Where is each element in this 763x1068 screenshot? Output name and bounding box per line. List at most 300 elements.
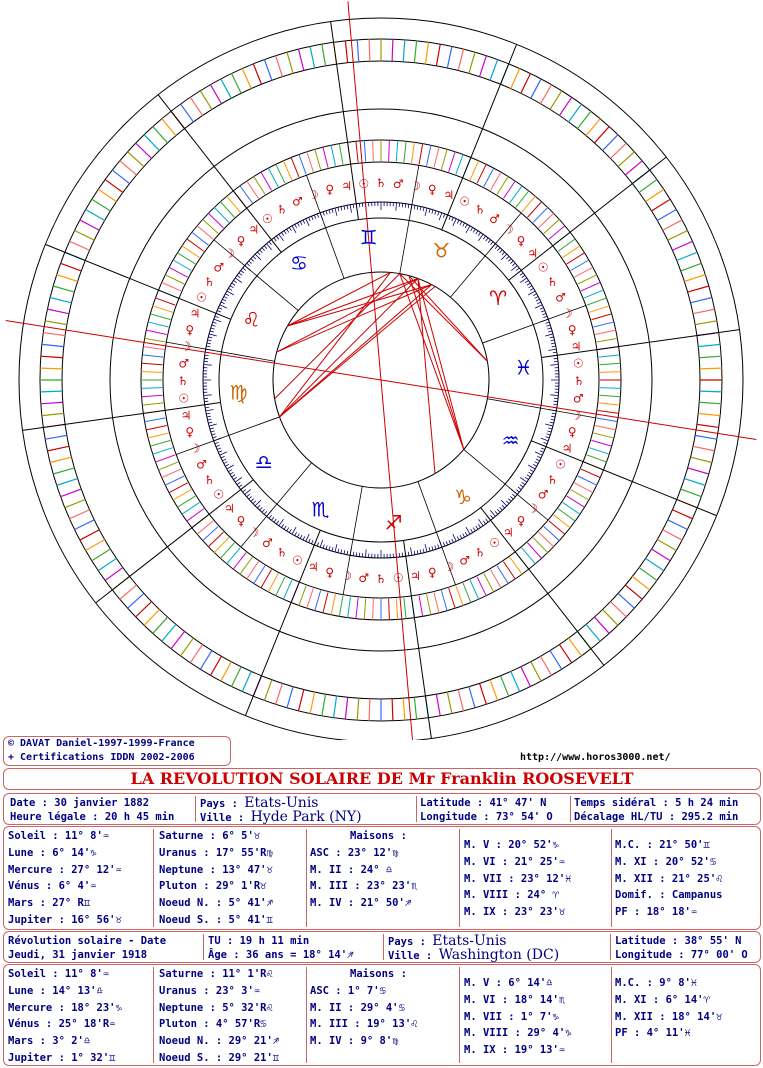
inner-degree-bar [146, 426, 167, 430]
zodiac-tick [279, 519, 284, 526]
natal-houses-a [310, 845, 417, 912]
zodiac-tick [253, 256, 256, 259]
zodiac-sign-icon: ♒ [501, 428, 520, 453]
zodiac-tick [224, 462, 228, 464]
zodiac-tick [262, 248, 265, 251]
position-entry: Vénus : 6° 4'♒ [8, 880, 97, 893]
planet-glyph-icon: ♀ [516, 233, 526, 248]
zodiac-tick [207, 416, 211, 417]
natal-latitude: Latitude : 41° 47' N [420, 797, 547, 809]
zodiac-tick [213, 437, 217, 438]
planet-glyph-icon: ♃ [570, 339, 582, 354]
planet-glyph-icon: ♄ [276, 545, 288, 560]
inner-degree-bar [268, 168, 278, 187]
inner-degree-bar [348, 597, 351, 618]
degree-bar [357, 698, 359, 720]
zodiac-tick [260, 507, 263, 510]
inner-degree-bar [208, 213, 223, 228]
aspect-lines [275, 272, 488, 473]
degree-bar [559, 97, 571, 115]
position-entry: Neptune : 5° 32'R♌ [159, 1001, 273, 1014]
degree-bar [698, 413, 720, 415]
revolution-houses-title: Maisons : [350, 968, 407, 980]
zodiac-tick [239, 485, 242, 487]
position-entry: M. V : 6° 14'♎ [464, 977, 553, 989]
zodiac-tick [541, 448, 545, 450]
zodiac-tick [457, 220, 459, 224]
copyright-text: © DAVAT Daniel-1997-1999-France [8, 738, 195, 749]
natal-houses-c [615, 837, 722, 921]
site-url-link[interactable]: http://www.horos3000.net/ [520, 752, 671, 763]
natal-longitude: Longitude : 73° 54' O [420, 810, 553, 823]
zodiac-tick [217, 448, 221, 450]
zodiac-tick [548, 331, 552, 332]
degree-bar [242, 671, 251, 691]
degree-bar [691, 298, 712, 303]
zodiac-sign-icon: ♈ [489, 285, 508, 310]
zodiac-tick [429, 209, 430, 213]
position-entry: M. VII : 1° 7'♑ [464, 1010, 559, 1023]
inner-degree-bar [599, 403, 620, 405]
degree-bar [53, 286, 74, 292]
degree-bar [43, 333, 65, 336]
degree-bar [657, 540, 676, 551]
zodiac-tick [438, 212, 439, 216]
zodiac-tick [326, 211, 327, 215]
zodiac-tick [257, 252, 260, 255]
natal-planets-a [8, 828, 122, 929]
planet-glyph-icon: ♀ [427, 182, 437, 197]
position-entry: M. XI : 20° 52'♋ [615, 855, 717, 868]
zodiac-tick [551, 340, 555, 341]
natal-houses-b [464, 837, 571, 921]
revolution-latitude: Latitude : 38° 55' N [615, 935, 742, 947]
degree-bar [181, 104, 194, 122]
planet-glyph-icon: ♂ [213, 260, 225, 275]
inner-degree-bar [162, 469, 181, 478]
zodiac-tick [423, 207, 424, 211]
planet-glyph-icon: ☉ [358, 176, 370, 191]
inner-degree-bar [283, 161, 292, 180]
zodiac-tick [453, 534, 456, 541]
zodiac-sign-icon: ♋ [290, 250, 308, 275]
inner-degree-bar [396, 141, 397, 162]
aspect-line [418, 279, 464, 450]
zodiac-tick [205, 407, 209, 408]
planet-glyph-icon: ☉ [459, 194, 471, 209]
inner-degree-bar [142, 403, 163, 405]
zodiac-tick [417, 550, 418, 554]
inner-degree-bar [567, 496, 585, 507]
inner-degree-bar [600, 388, 621, 389]
degree-bar [153, 617, 168, 633]
degree-bar [688, 286, 709, 292]
degree-bar [53, 468, 74, 474]
zodiac-tick [479, 234, 484, 241]
position-entry: M.C. : 21° 50'♊ [615, 839, 710, 851]
zodiac-tick [215, 316, 219, 317]
inner-degree-bar [261, 570, 272, 588]
degree-bar [369, 39, 370, 61]
inner-degree-bar [533, 538, 548, 553]
inner-degree-bar [533, 207, 548, 222]
inner-degree-bar [592, 440, 612, 446]
zodiac-tick [425, 544, 427, 552]
zodiac-tick [335, 544, 337, 552]
inner-degree-bar [404, 141, 406, 162]
degree-bar [276, 56, 283, 77]
zodiac-tick [344, 206, 345, 210]
degree-bar [699, 402, 721, 404]
inner-degree-bar [254, 176, 265, 194]
inner-degree-bar [598, 410, 619, 413]
inner-degree-bar [497, 176, 508, 194]
house-cusp [481, 508, 604, 666]
inner-degree-bar [203, 527, 219, 541]
zodiac-tick [546, 325, 550, 326]
zodiac-tick [420, 207, 421, 211]
inner-degree-bar [463, 583, 471, 602]
degree-bar [69, 241, 89, 250]
inner-degree-bar [491, 172, 502, 190]
zodiac-tick [552, 346, 556, 347]
zodiac-tick [497, 509, 500, 512]
degree-bar [677, 252, 697, 260]
zodiac-tick [488, 240, 490, 243]
inner-degree-bar [153, 448, 173, 454]
degree-bar [190, 97, 202, 115]
zodiac-tick [473, 229, 475, 232]
inner-degree-bar [197, 226, 213, 239]
zodiac-tick [510, 261, 513, 264]
degree-bar [695, 321, 717, 325]
zodiac-tick [438, 545, 439, 549]
position-entry: Lune : 6° 14'♑ [8, 846, 97, 859]
inner-degree-bar [599, 355, 620, 357]
house-cusp [509, 157, 667, 280]
degree-bar [98, 189, 116, 201]
inner-degree-bar [571, 260, 589, 271]
zodiac-tick [478, 232, 480, 235]
inner-degree-bar [389, 599, 390, 620]
inner-degree-bar [220, 202, 234, 218]
degree-bar [69, 510, 89, 519]
inner-degree-bar [276, 164, 285, 183]
degree-bar [684, 275, 705, 282]
zodiac-tick [457, 536, 459, 540]
zodiac-tick [500, 507, 503, 510]
inner-degree-bar [162, 282, 181, 291]
degree-bar [550, 651, 562, 670]
zodiac-tick [446, 541, 447, 545]
degree-bar [603, 135, 618, 151]
position-entry: M. V : 20° 52'♑ [464, 839, 559, 851]
inner-degree-bar [587, 455, 607, 462]
planet-glyph-icon: ☽ [443, 560, 455, 575]
zodiac-tick [217, 310, 221, 312]
planet-glyph-icon: ♀ [185, 425, 195, 440]
inner-degree-bar [595, 426, 616, 430]
position-entry: ASC : 1° 7'♋ [310, 984, 386, 997]
zodiac-tick [224, 296, 228, 298]
position-entry: Saturne : 11° 1'R♌ [159, 968, 273, 980]
inner-degree-bar [510, 557, 522, 574]
zodiac-tick [264, 511, 267, 514]
inner-degree-bar [240, 186, 252, 203]
zodiac-tick [548, 428, 552, 429]
inner-degree-bar [142, 363, 163, 364]
inner-degree-bar [291, 157, 299, 176]
position-entry: Jupiter : 1° 32'♊ [8, 1051, 116, 1064]
inner-degree-bar [307, 152, 313, 172]
degree-bar [200, 651, 212, 670]
degree-bar [136, 602, 152, 617]
planet-glyph-icon: ☽ [409, 179, 421, 194]
zodiac-tick [284, 231, 286, 234]
zodiac-sign-icon: ♓ [514, 355, 533, 380]
inner-degree-bar [522, 548, 535, 564]
inner-degree-bar [364, 141, 365, 162]
degree-bar [469, 687, 475, 708]
degree-bar [221, 79, 231, 98]
zodiac-tick [247, 494, 250, 497]
planet-glyph-icon: ♀ [236, 514, 246, 529]
inner-degree-bar [571, 490, 589, 501]
zodiac-tick [396, 203, 397, 211]
zodiac-tick [230, 472, 233, 474]
planet-glyph-icon: ♃ [180, 408, 192, 423]
zodiac-tick [344, 550, 345, 554]
zodiac-tick [211, 328, 215, 329]
zodiac-tick [491, 515, 494, 518]
zodiac-tick [540, 451, 544, 453]
degree-bar [436, 44, 440, 66]
degree-bar [41, 356, 63, 358]
zodiac-tick [495, 246, 498, 249]
zodiac-tick [332, 209, 333, 213]
zodiac-tick [525, 280, 528, 282]
degree-bar [550, 91, 562, 110]
zodiac-tick [206, 410, 214, 411]
degree-bar [47, 446, 69, 451]
planet-glyph-icon: ♂ [489, 211, 500, 226]
inner-degree-bar [434, 592, 439, 612]
inner-degree-bar [299, 586, 306, 606]
position-entry: M. IX : 19° 13'♒ [464, 1044, 566, 1057]
planet-glyph-icon: ♄ [276, 202, 288, 217]
position-entry: M. III : 19° 13'♌ [310, 1018, 418, 1031]
inner-degree-bar [315, 149, 321, 169]
certification-text: + Certifications IDDN 2002-2006 [8, 752, 195, 763]
zodiac-tick [516, 490, 519, 493]
zodiac-sign-icon: ♏ [311, 497, 330, 522]
house-cusp [45, 244, 230, 319]
degree-bar [511, 671, 520, 691]
degree-bar [695, 435, 717, 439]
inner-degree-bar [208, 532, 223, 547]
inner-degree-bar [315, 591, 321, 611]
revolution-header [3, 931, 761, 963]
zodiac-tick [508, 499, 511, 502]
zodiac-tick [347, 551, 348, 555]
zodiac-tick [206, 413, 210, 414]
degree-bar [490, 60, 498, 81]
degree-bar [699, 356, 721, 358]
zodiac-tick [218, 308, 222, 310]
zodiac-tick [212, 325, 216, 326]
zodiac-tick [326, 545, 327, 549]
degree-bar [40, 391, 62, 392]
inner-degree-bar [510, 186, 522, 203]
degree-bar [403, 40, 405, 62]
zodiac-tick [542, 313, 546, 314]
degree-bar [693, 446, 715, 451]
revolution-planets-b [159, 966, 279, 1067]
zodiac-sign-icon: ♑ [454, 485, 472, 510]
zodiac-tick [271, 517, 273, 520]
zodiac-tick [208, 340, 212, 341]
inner-degree-bar [187, 239, 204, 251]
zodiac-tick [553, 352, 557, 353]
inner-degree-bar [581, 282, 600, 291]
inner-degree-bar [214, 207, 229, 222]
inner-degree-bar [146, 330, 167, 334]
revolution-pays: Etats-Unis [432, 933, 507, 949]
natal-ville: Hyde Park (NY) [250, 808, 362, 825]
position-entry: Pluton : 4° 57'R♋ [159, 1018, 267, 1031]
degree-bar [112, 170, 129, 184]
position-entry: Noeud S. : 29° 21'♊ [159, 1051, 280, 1064]
planet-glyph-icon: ♃ [341, 179, 353, 194]
zodiac-tick [522, 275, 525, 277]
zodiac-tick [535, 296, 539, 298]
revolution-tu: TU : 19 h 11 min [208, 935, 310, 947]
zodiac-tick [546, 434, 550, 435]
revolution-houses-a [310, 983, 417, 1050]
inner-degree-bar [470, 580, 479, 599]
inner-degree-bar [592, 314, 612, 320]
zodiac-tick [452, 217, 454, 221]
planet-glyph-icon: ☉ [262, 211, 273, 226]
zodiac-tick [529, 286, 532, 288]
planet-glyph-icon: ♂ [358, 571, 370, 586]
zodiac-tick [439, 213, 442, 221]
inner-degree-bar [169, 483, 188, 493]
position-entry: M. VIII : 29° 4'♑ [464, 1027, 572, 1040]
zodiac-tick [516, 268, 519, 271]
zodiac-tick [483, 236, 485, 239]
degree-bar [105, 568, 123, 581]
planet-glyph-icon: ☽ [570, 408, 582, 423]
planet-glyph-icon: ☉ [213, 487, 225, 502]
inner-degree-bar [268, 573, 278, 592]
zodiac-tick [491, 242, 494, 245]
zodiac-tick [486, 519, 488, 522]
degree-bar [672, 241, 692, 250]
inner-degree-bar [593, 322, 613, 327]
aspect-line [280, 285, 432, 417]
position-entry: Neptune : 13° 47'♉ [159, 863, 273, 876]
zodiac-tick [546, 322, 550, 323]
inner-degree-bar [544, 527, 560, 541]
zodiac-tick [500, 250, 503, 253]
zodiac-tick [547, 431, 551, 432]
zodiac-tick [309, 539, 311, 543]
inner-degree-bar [364, 598, 365, 619]
degree-bar [322, 44, 326, 66]
degree-bar [232, 74, 242, 94]
degree-bar [594, 617, 609, 633]
degree-bar [500, 676, 508, 696]
inner-degree-bar [597, 338, 618, 342]
position-entry: Noeud N. : 5° 41'♐ [159, 897, 273, 910]
degree-bar [322, 694, 326, 716]
zodiac-tick [295, 532, 297, 535]
planet-glyph-icon: ☽ [341, 568, 353, 583]
inner-degree-bar [254, 566, 265, 584]
position-entry: Mercure : 18° 23'♑ [8, 1001, 122, 1014]
position-entry: Mars : 27° R♊ [8, 897, 91, 910]
degree-bar [264, 60, 272, 81]
degree-bar [681, 263, 702, 271]
position-entry: M. IV : 9° 8'♍ [310, 1035, 399, 1048]
degree-bar [657, 210, 676, 221]
inner-degree-bar [595, 330, 616, 334]
planet-glyph-icon: ☽ [223, 246, 235, 261]
zodiac-tick [520, 485, 523, 487]
inner-degree-bar [276, 577, 285, 596]
planet-glyph-icon: ♀ [567, 425, 577, 440]
inner-degree-bar [477, 577, 486, 596]
inner-degree-bar [600, 372, 621, 373]
inner-degree-bar [141, 388, 162, 389]
zodiac-tick [221, 456, 225, 458]
zodiac-tick [292, 527, 296, 534]
zodiac-tick [212, 434, 216, 435]
aspect-line [287, 285, 431, 326]
planet-glyph-icon: ☉ [555, 457, 566, 472]
degree-bar [672, 510, 692, 519]
zodiac-tick [214, 319, 222, 322]
zodiac-tick [530, 470, 533, 472]
degree-bar [92, 199, 111, 211]
zodiac-tick [541, 310, 545, 312]
natal-offset: Décalage HL/TU : 295.2 min [574, 810, 739, 823]
inner-degree-bar [356, 141, 358, 162]
zodiac-sign-icon: ♐ [384, 510, 403, 535]
planet-glyph-icon: ♄ [474, 202, 486, 217]
degree-bar [86, 210, 105, 221]
degree-bar [447, 46, 452, 68]
degree-bar [42, 413, 64, 415]
zodiac-tick [241, 270, 244, 272]
position-entry: M. VIII : 24° ♈ [464, 889, 559, 902]
zodiac-tick [463, 534, 465, 538]
inner-degree-bar [449, 152, 455, 172]
zodiac-tick [533, 294, 536, 296]
zodiac-tick [432, 210, 433, 214]
inner-degree-bar [497, 566, 508, 584]
zodiac-tick [408, 204, 409, 208]
zodiac-tick [551, 343, 555, 344]
zodiac-tick [300, 221, 302, 225]
revolution-longitude: Longitude : 77° 00' O [615, 948, 748, 961]
planet-glyph-icon: ♃ [248, 222, 260, 237]
degree-bar [436, 694, 440, 716]
inner-degree-bar [148, 322, 168, 327]
zodiac-tick [471, 529, 473, 532]
house-cusp [96, 480, 254, 603]
